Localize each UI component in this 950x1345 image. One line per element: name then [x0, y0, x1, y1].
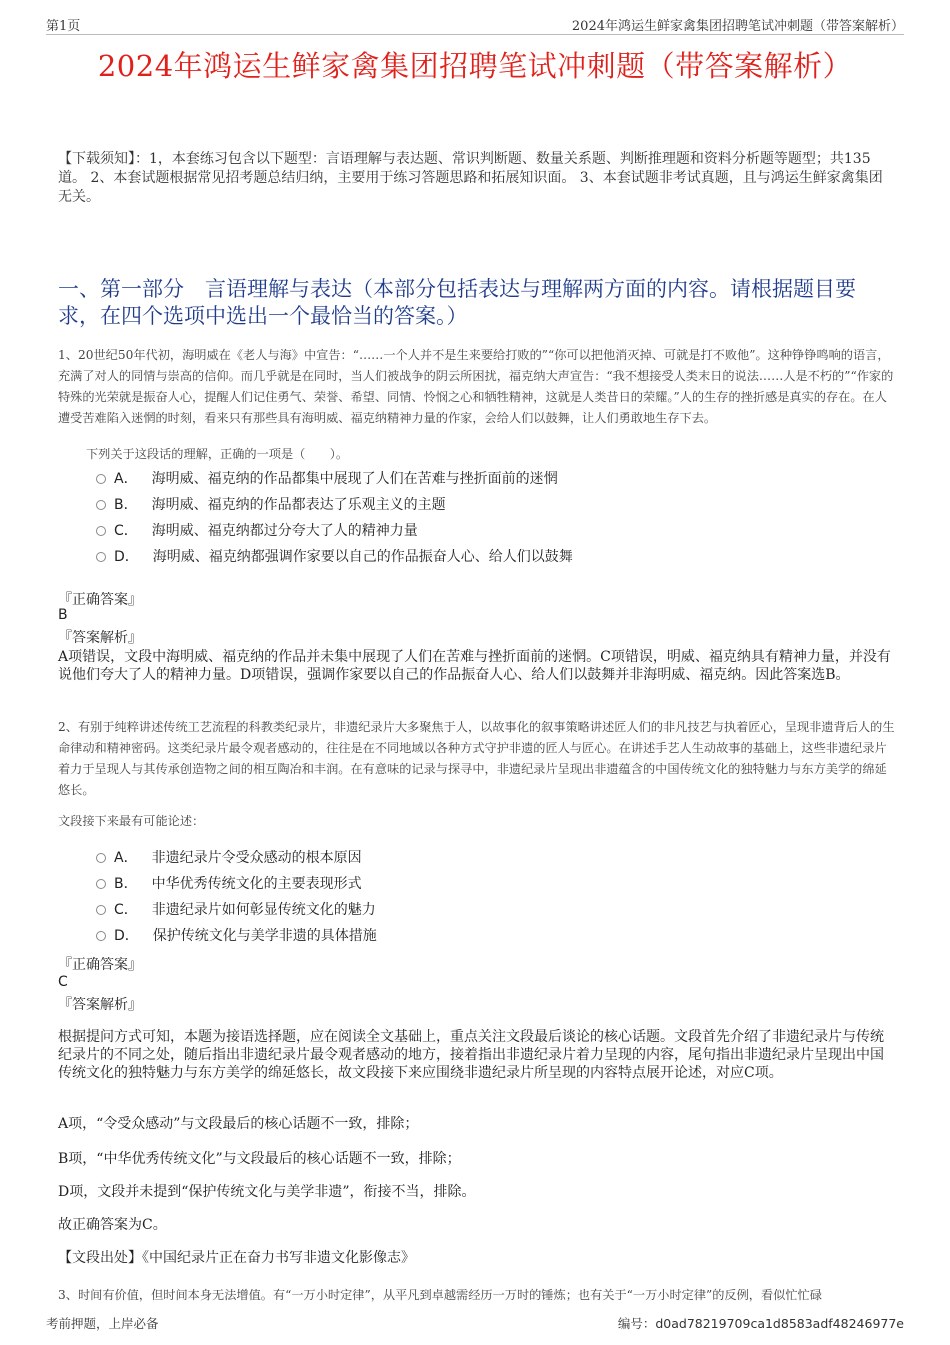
radio-icon[interactable]	[96, 552, 106, 562]
q2-analysis: 根据提问方式可知，本题为接语选择题，应在阅读全文基础上，重点关注文段最后谈论的核心话题。文段首先介绍了非遗纪录片与传统纪录片的不同之处，随后指出非遗纪录片最令观者感动的地方，接着指出非遗纪录片着力呈现的内容，尾句指出非遗纪录片呈现出中国传统文化的独特魅力与东方美学的绵延悠长，故文段接下来应围绕非遗纪录片所呈现的内容特点展开论述，对应C项。	[58, 1029, 884, 1081]
q1-analysis-label: 『答案解析』	[58, 630, 142, 646]
q2-analysis-line-a: A项，“令受众感动”与文段最后的核心话题不一致，排除；	[58, 1116, 419, 1132]
q2-option-d[interactable]: D． 保护传统文化与美学非遗的具体措施	[96, 926, 377, 946]
radio-icon[interactable]	[96, 526, 106, 536]
q1-answer: B	[58, 607, 68, 623]
radio-icon[interactable]	[96, 931, 106, 941]
footer-code: 编号：d0ad78219709ca1d8583adf48246977e	[617, 1316, 904, 1331]
page-title: 2024年鸿运生鲜家禽集团招聘笔试冲刺题（带答案解析）	[97, 49, 853, 83]
radio-icon[interactable]	[96, 853, 106, 863]
q2-answer: C	[58, 974, 68, 990]
q2-analysis-label: 『答案解析』	[58, 997, 142, 1013]
q2-answer-label: 『正确答案』	[58, 957, 142, 973]
q1-option-a[interactable]: A． 海明威、福克纳的作品都集中展现了人们在苦难与挫折面前的迷惘	[96, 469, 558, 489]
question-1-prompt: 下列关于这段话的理解，正确的一项是（ ）。	[86, 447, 349, 461]
question-1-stem: 1、20世纪50年代初，海明威在《老人与海》中宣告：“……一个人并不是生来要给打败的”“你可以把他消灭掉、可就是打不败他”。这种铮铮鸣响的语言，充满了对人的同情与崇高的信仰。而几乎就是在同时，当人们被战争的阴云所困扰，福克纳大声宣告：“我不想接受人类末日的说法……人是不朽的”“作家的特殊的光荣就是振奋人心，提醒人们记住勇气、荣誉、希望、同情、怜悯之心和牺牲精神，这就是人类昔日的荣耀。”人的生存的挫折感是真实的存在。在人遭受苦难陷入迷惘的时刻，看来只有那些具有海明威、福克纳精神力量的作家，会给人们以鼓舞，让人们勇敢地生存下去。	[58, 348, 894, 425]
question-2-prompt: 文段接下来最有可能论述：	[58, 814, 205, 828]
q1-answer-label: 『正确答案』	[58, 592, 142, 608]
q2-analysis-line-b: B项，“中华优秀传统文化”与文段最后的核心话题不一致，排除；	[58, 1151, 461, 1167]
q2-source: 【文段出处】《中国纪录片正在奋力书写非遗文化影像志》	[58, 1250, 415, 1266]
section-heading: 一、第一部分 言语理解与表达（本部分包括表达与理解两方面的内容。请根据题目要求，在四个选项中选出一个最恰当的答案。）	[58, 277, 856, 328]
q2-conclusion: 故正确答案为C。	[58, 1217, 167, 1233]
q1-analysis: A项错误，文段中海明威、福克纳的作品并未集中展现了人们在苦难与挫折面前的迷惘。C项错误，明威、福克纳具有精神力量，并没有说他们夸大了人的精神力量。D项错误，强调作家要以自己的作品振奋人心、给人们以鼓舞并非海明威、福克纳。因此答案选B。	[58, 649, 891, 683]
question-3-stem: 3、时间有价值，但时间本身无法增值。有“一万小时定律”，从平凡到卓越需经历一万时的锤炼；也有关于“一万小时定律”的反例，看似忙忙碌	[58, 1288, 822, 1302]
question-2-stem: 2、有别于纯粹讲述传统工艺流程的科教类纪录片，非遗纪录片大多聚焦于人，以故事化的叙事策略讲述匠人们的非凡技艺与执着匠心，呈现非遗背后人的生命律动和精神密码。这类纪录片最令观者感动的，往往是在不同地域以各种方式守护非遗的匠人与匠心。在讲述手艺人生动故事的基础上，这些非遗纪录片着力于呈现人与其传承创造物之间的相互陶冶和丰润。在有意味的记录与探寻中，非遗纪录片呈现出非遗蕴含的中国传统文化的独特魅力与东方美学的绵延悠长。	[58, 720, 895, 797]
q1-option-c[interactable]: C． 海明威、福克纳都过分夸大了人的精神力量	[96, 521, 418, 541]
radio-icon[interactable]	[96, 905, 106, 915]
radio-icon[interactable]	[96, 879, 106, 889]
q2-analysis-line-d: D项，文段并未提到“保护传统文化与美学非遗”，衔接不当，排除。	[58, 1184, 476, 1200]
radio-icon[interactable]	[96, 500, 106, 510]
q2-option-c[interactable]: C． 非遗纪录片如何彰显传统文化的魅力	[96, 900, 376, 920]
radio-icon[interactable]	[96, 474, 106, 484]
download-notice: 【下载须知】：1，本套练习包含以下题型：言语理解与表达题、常识判断题、数量关系题、判断推理题和资料分析题等题型；共135道。 2、本套试题根据常见招考题总结归纳，主要用于练习答题思路和拓展知识面。 3、本套试题非考试真题，且与鸿运生鲜家禽集团无关。	[58, 151, 883, 205]
q2-option-b[interactable]: B． 中华优秀传统文化的主要表现形式	[96, 874, 362, 894]
q1-option-d[interactable]: D． 海明威、福克纳都强调作家要以自己的作品振奋人心、给人们以鼓舞	[96, 547, 573, 567]
header-doc-title: 2024年鸿运生鲜家禽集团招聘笔试冲刺题（带答案解析）	[571, 19, 904, 34]
footer-slogan: 考前押题，上岸必备	[46, 1316, 159, 1331]
page-header	[46, 14, 904, 35]
page-number: 第1页	[46, 19, 81, 34]
q1-option-b[interactable]: B． 海明威、福克纳的作品都表达了乐观主义的主题	[96, 495, 446, 515]
q2-option-a[interactable]: A． 非遗纪录片令受众感动的根本原因	[96, 848, 362, 868]
